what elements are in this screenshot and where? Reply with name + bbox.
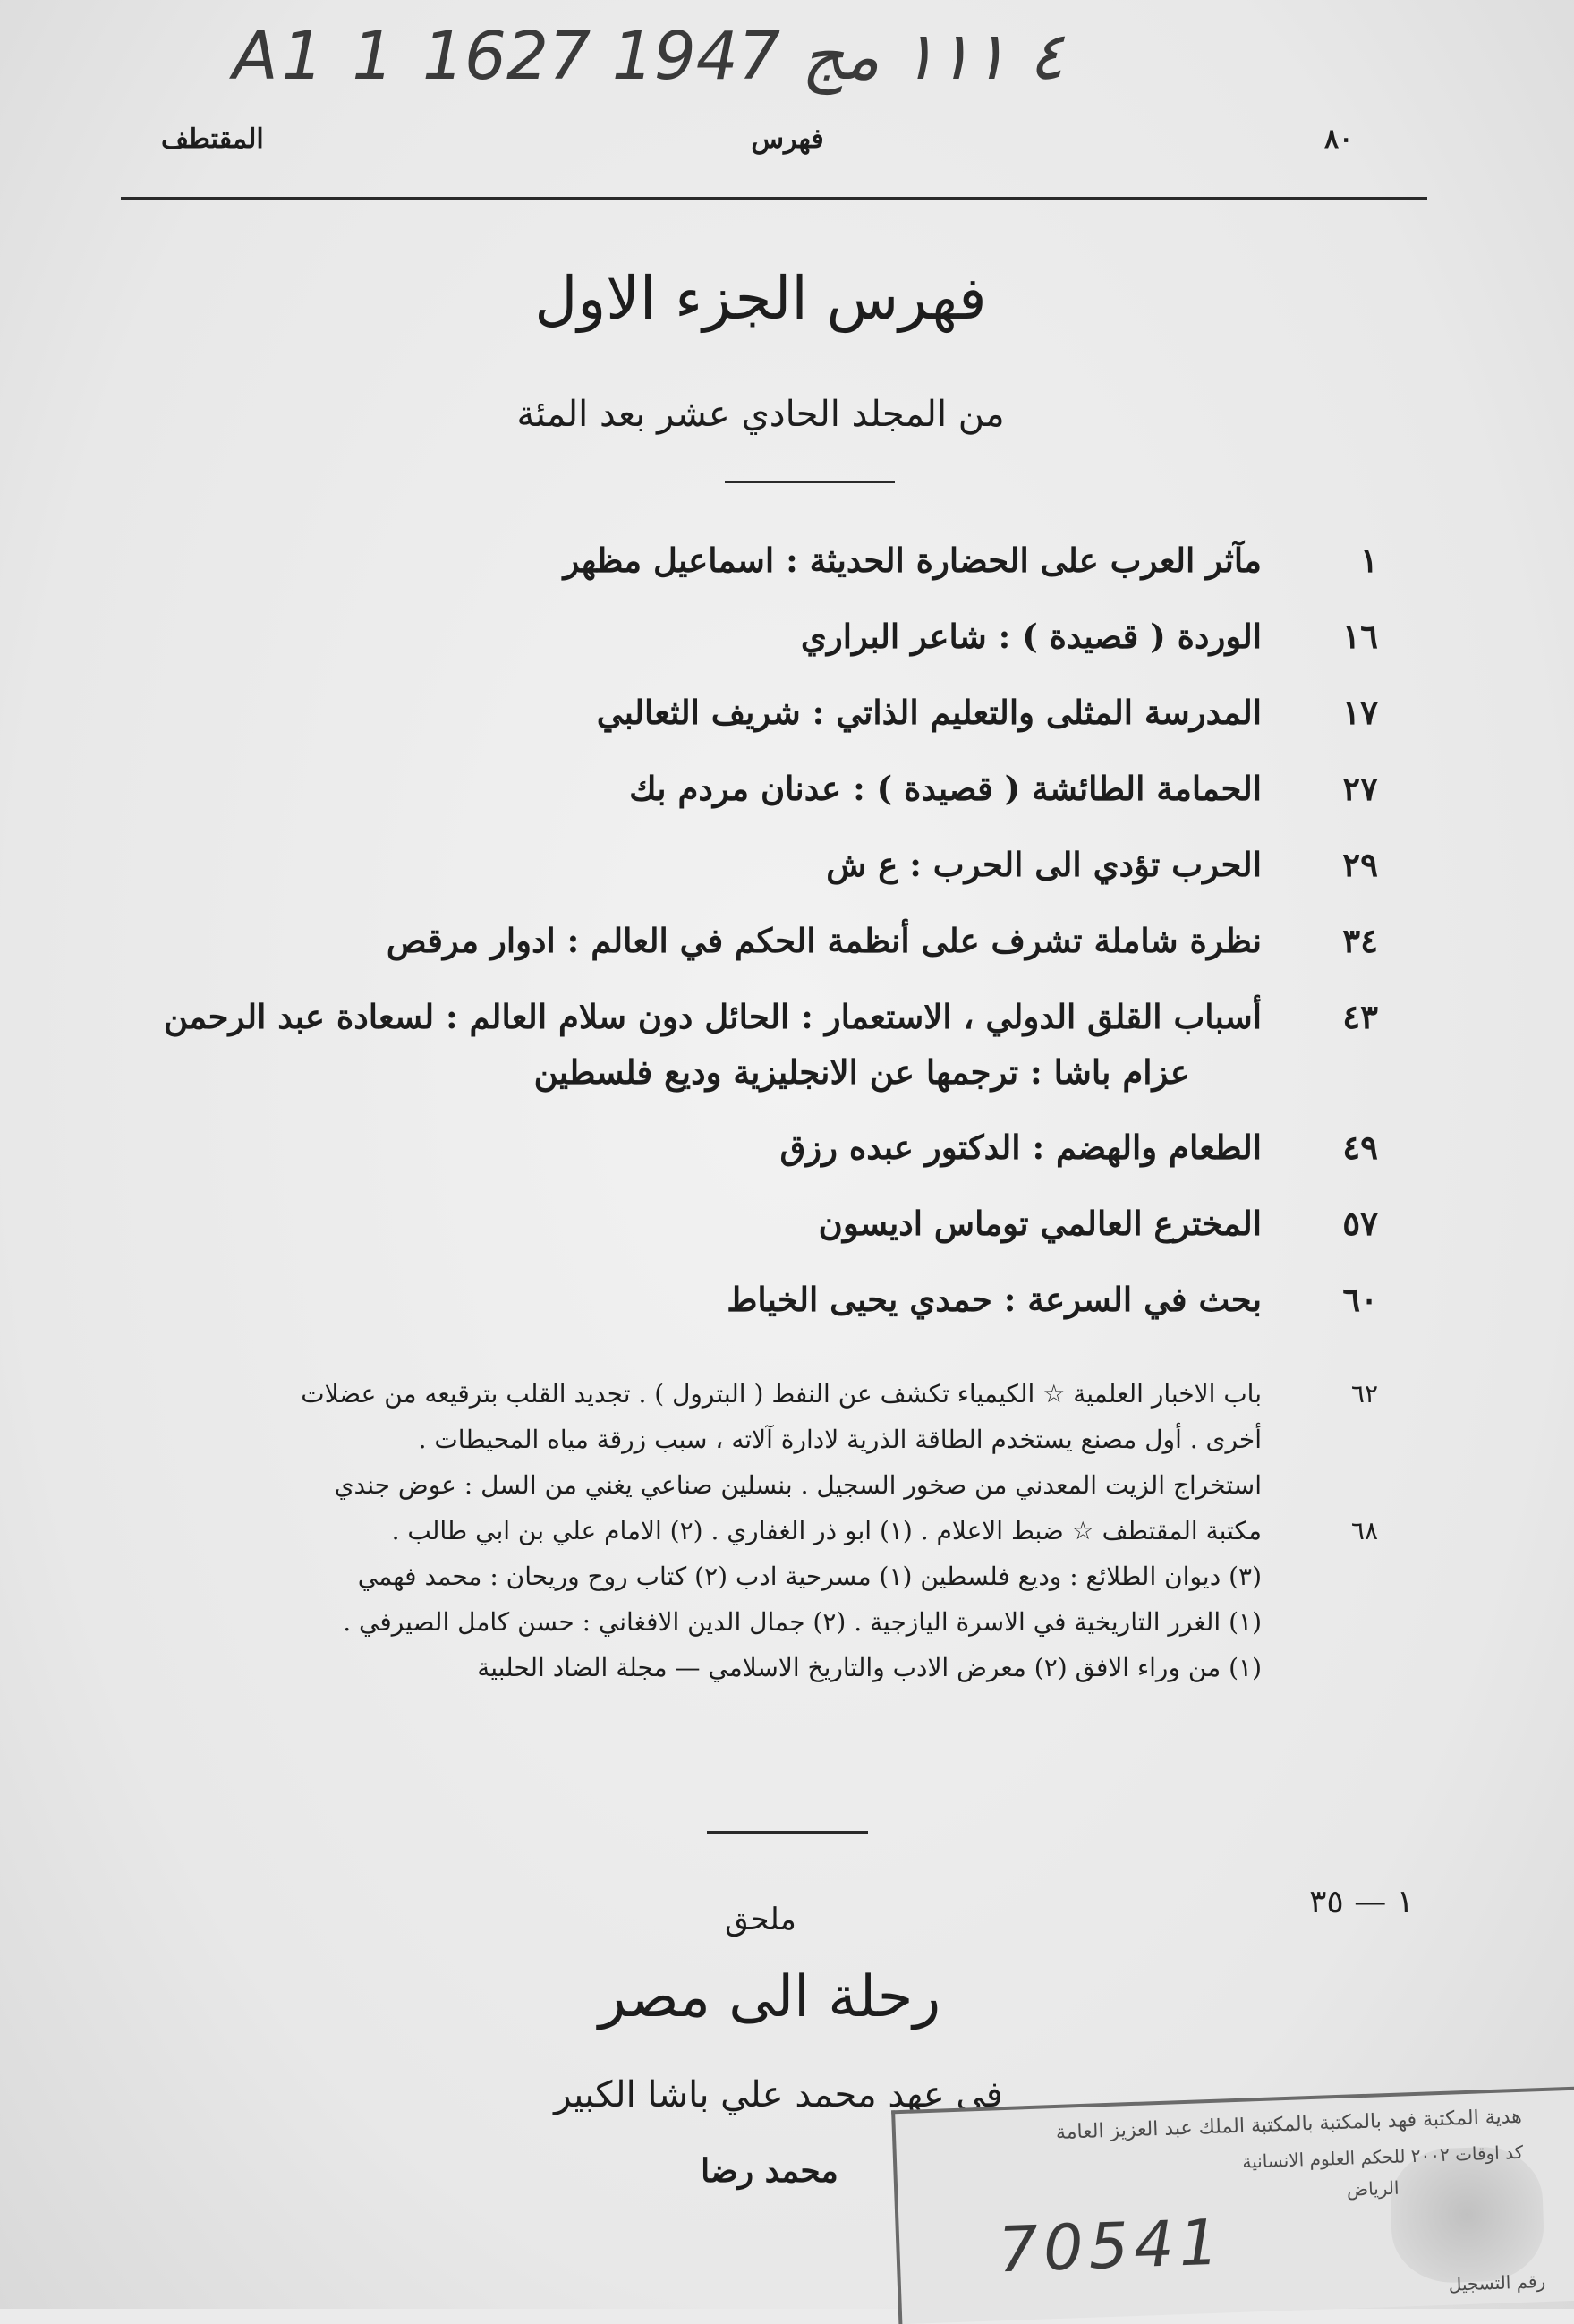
page-number: ٨٠ bbox=[1324, 123, 1354, 155]
running-head-section: فهرس bbox=[751, 123, 824, 155]
toc-title: أسباب القلق الدولي ، الاستعمار : الحائل دون سلام العالم : لسعادة عبد الرحمن bbox=[164, 997, 1262, 1036]
toc-entry bbox=[98, 528, 1378, 604]
appendix-divider bbox=[707, 1831, 868, 1834]
toc-title: الحرب تؤدي الى الحرب : ع ش bbox=[826, 845, 1262, 884]
toc-page-number: ٦٠ bbox=[1342, 1280, 1378, 1319]
toc-title: المدرسة المثلى والتعليم الذاتي : شريف الثعالبي bbox=[596, 693, 1262, 732]
toc-entry bbox=[98, 680, 1378, 756]
misc-text: (١) من وراء الافق (٢) معرض الادب والتاريخ الاسلامي — مجلة الضاد الحلبية bbox=[477, 1653, 1262, 1682]
misc-text: (١) الغرر التاريخية في الاسرة اليازجية . (٢) جمال الدين الافغاني : حسن كامل الصيرفي . bbox=[343, 1607, 1262, 1637]
header-divider bbox=[121, 197, 1427, 200]
toc-page-number: ١ bbox=[1360, 541, 1378, 580]
page-title: فهرس الجزء الاول bbox=[534, 264, 987, 333]
toc-page-number: ٢٧ bbox=[1342, 769, 1378, 808]
stamp-text: كد اوقات ٢٠٠٢ للحكم العلوم الانسانية bbox=[1241, 2141, 1524, 2173]
toc-page-number: ٥٧ bbox=[1342, 1204, 1378, 1243]
misc-line bbox=[98, 1465, 1378, 1511]
misc-text: استخراج الزيت المعدني من صخور السجيل . بنسلين صناعي يغني من السل : عوض جندي bbox=[334, 1470, 1262, 1500]
toc-page-number: ٤٣ bbox=[1342, 997, 1378, 1036]
title-divider bbox=[725, 481, 895, 483]
appendix-author: محمد رضا bbox=[701, 2152, 838, 2190]
toc-title: الطعام والهضم : الدكتور عبده رزق bbox=[779, 1128, 1262, 1167]
misc-line bbox=[98, 1647, 1378, 1693]
toc-title: الوردة ( قصيدة ) : شاعر البراري bbox=[800, 617, 1262, 656]
misc-line bbox=[98, 1374, 1378, 1419]
toc-entry bbox=[98, 756, 1378, 832]
page-subtitle: من المجلد الحادي عشر بعد المئة bbox=[516, 394, 1005, 435]
toc-page-number: ٢٩ bbox=[1342, 845, 1378, 884]
misc-text: (٣) ديوان الطلائع : وديع فلسطين (١) مسرحية ادب (٢) كتاب روح وريحان : محمد فهمي bbox=[357, 1562, 1262, 1591]
misc-text: مكتبة المقتطف ☆ ضبط الاعلام . (١) ابو ذر الغفاري . (٢) الامام علي بن ابي طالب . bbox=[391, 1516, 1262, 1545]
toc-entry bbox=[98, 984, 1378, 1052]
toc-entry-continuation bbox=[98, 1052, 1378, 1115]
toc-entry bbox=[98, 604, 1378, 680]
misc-line bbox=[98, 1602, 1378, 1647]
appendix-label: ملحق bbox=[725, 1902, 796, 1937]
toc-continuation-text: عزام باشا : ترجمها عن الانجليزية وديع فلسطين bbox=[533, 1052, 1190, 1092]
toc-entry bbox=[98, 1191, 1378, 1267]
miscellany-section bbox=[98, 1374, 1378, 1693]
appendix-page-range: ١ — ٣٥ bbox=[1309, 1884, 1414, 1920]
stamp-footer: رقم التسجيل bbox=[1448, 2270, 1546, 2295]
accession-number: 70541 bbox=[997, 2205, 1226, 2287]
toc-page-number: ١٧ bbox=[1342, 693, 1378, 732]
toc-title: نظرة شاملة تشرف على أنظمة الحكم في العالم : ادوار مرقص bbox=[386, 921, 1262, 960]
stamp-text: الرياض bbox=[1346, 2176, 1400, 2201]
misc-line bbox=[98, 1556, 1378, 1602]
toc-entry bbox=[98, 1267, 1378, 1343]
running-head-magazine: المقتطف bbox=[161, 123, 264, 155]
toc-page-number: ٣٤ bbox=[1342, 921, 1378, 960]
toc-entry bbox=[98, 832, 1378, 908]
toc-title: بحث في السرعة : حمدي يحيى الخياط bbox=[727, 1280, 1262, 1319]
misc-text: باب الاخبار العلمية ☆ الكيمياء تكشف عن النفط ( البترول ) . تجديد القلب بترقيعه من عضلات bbox=[301, 1379, 1262, 1409]
stamp-text: هدية المكتبة فهد بالمكتبة بالمكتبة الملك عبد العزيز العامة bbox=[1055, 2105, 1523, 2144]
misc-page-number: ٦٨ bbox=[1350, 1516, 1378, 1545]
handwritten-catalog-note: A1 1 ٤ ١١١ مج 1947 1627 bbox=[233, 18, 1065, 95]
toc-title: الحمامة الطائشة ( قصيدة ) : عدنان مردم بك bbox=[629, 769, 1262, 808]
library-stamp bbox=[891, 2087, 1574, 2324]
misc-page-number: ٦٢ bbox=[1350, 1379, 1378, 1409]
toc-entry bbox=[98, 1115, 1378, 1191]
misc-text: أخرى . أول مصنع يستخدم الطاقة الذرية لادارة آلاته ، سبب زرقة مياه المحيطات . bbox=[418, 1425, 1262, 1454]
toc-title: مآثر العرب على الحضارة الحديثة : اسماعيل مظهر bbox=[563, 541, 1262, 580]
table-of-contents bbox=[98, 528, 1378, 1343]
toc-page-number: ١٦ bbox=[1342, 617, 1378, 656]
misc-line bbox=[98, 1419, 1378, 1465]
appendix-title: رحلة الى مصر bbox=[598, 1964, 941, 2030]
misc-line bbox=[98, 1511, 1378, 1556]
appendix-subtitle: في عهد محمد علي باشا الكبير bbox=[554, 2074, 1003, 2115]
toc-page-number: ٤٩ bbox=[1342, 1128, 1378, 1167]
toc-entry bbox=[98, 908, 1378, 984]
toc-title: المخترع العالمي توماس اديسون bbox=[818, 1204, 1262, 1243]
